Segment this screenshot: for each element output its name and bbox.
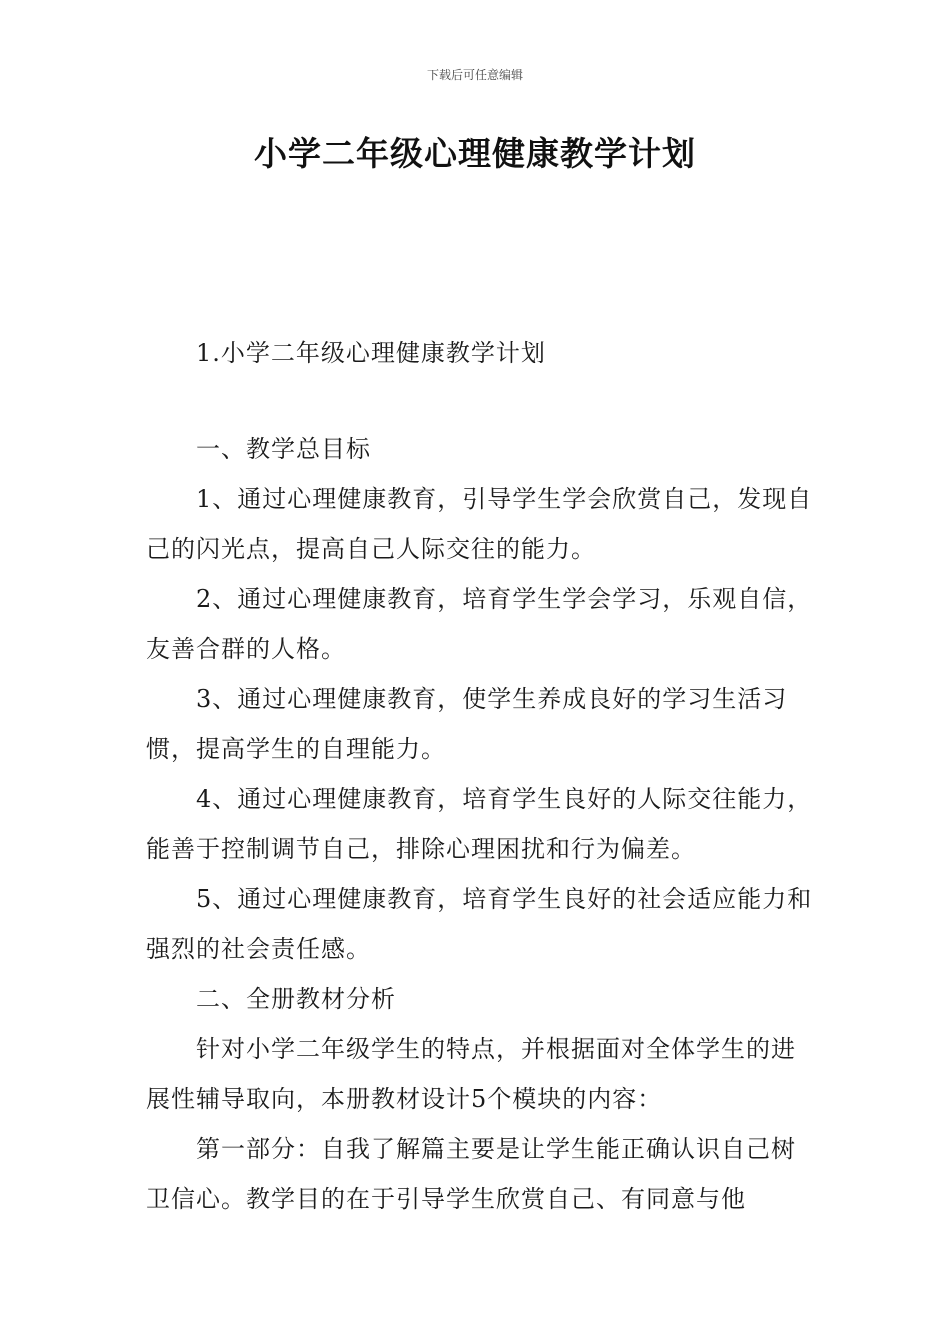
section-heading-goals: 一、教学总目标 [196, 435, 371, 463]
header-note: 下载后可任意编辑 [426, 68, 523, 82]
analysis-paragraph-1: 针对小学二年级学生的特点，并根据面对全体学生的进展性辅导取向，本册教材设计5个模块的内容： [146, 1035, 796, 1113]
document-title: 小学二年级心理健康教学计划 [254, 134, 696, 173]
goal-paragraph-4: 4、通过心理健康教育，培育学生良好的人际交往能力，能善于控制调节自己，排除心理困扰和行为偏差。 [146, 785, 813, 863]
analysis-paragraph-2: 第一部分：自我了解篇主要是让学生能正确认识自己树卫信心。教学目的在于引导学生欣赏自己、有同意与他 [146, 1135, 796, 1213]
goal-paragraph-2: 2、通过心理健康教育，培育学生学会学习，乐观自信，友善合群的人格。 [146, 585, 813, 663]
goal-paragraph-1: 1、通过心理健康教育，引导学生学会欣赏自己，发现自己的闪光点，提高自己人际交往的能力。 [146, 485, 813, 563]
goal-paragraph-3: 3、通过心理健康教育，使学生养成良好的学习生活习惯，提高学生的自理能力。 [146, 685, 788, 763]
document-body [146, 424, 816, 1224]
section-heading-analysis: 二、全册教材分析 [196, 985, 396, 1013]
subtitle-text: 1.小学二年级心理健康教学计划 [196, 339, 546, 367]
section-subtitle [146, 328, 816, 378]
goal-paragraph-5: 5、通过心理健康教育，培育学生良好的社会适应能力和强烈的社会责任感。 [146, 885, 813, 963]
